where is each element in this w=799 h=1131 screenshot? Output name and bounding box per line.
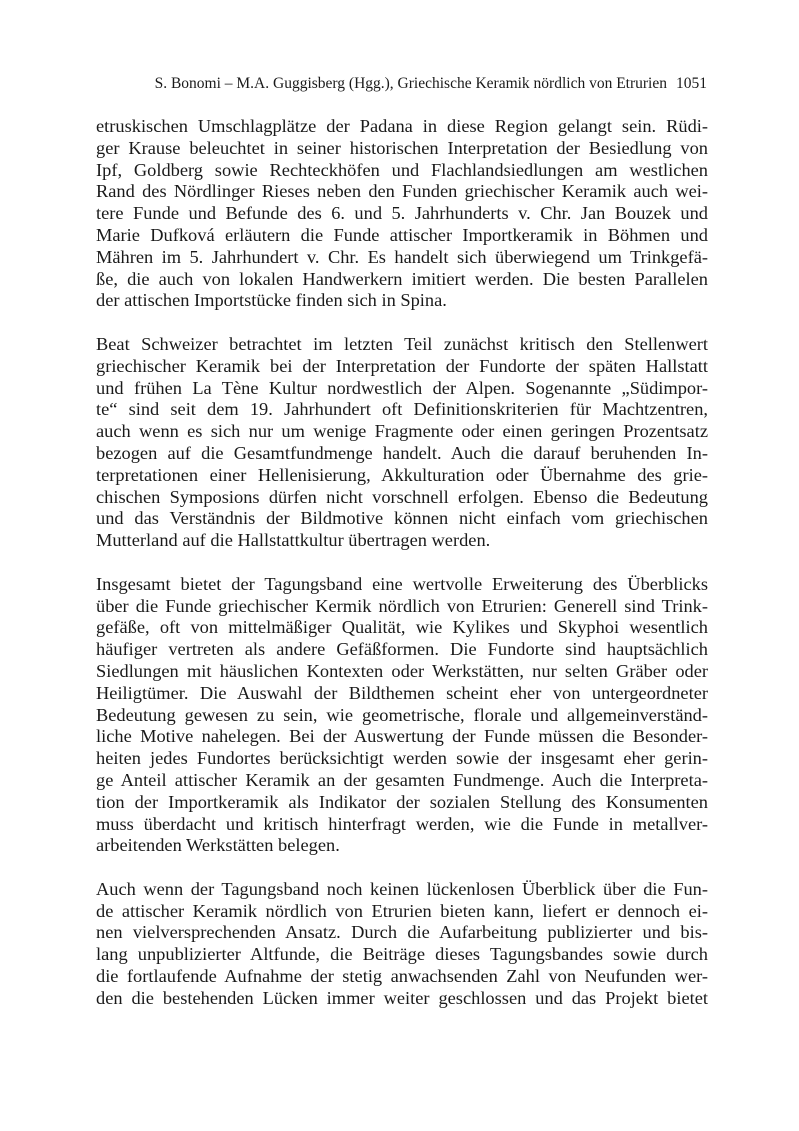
text-line: der attischen Importstücke finden sich in Spina. bbox=[96, 290, 447, 311]
text-line: Auch wenn der Tagungsband noch keinen lückenlosen Überblick über die Fun- bbox=[96, 878, 708, 899]
text-line: ger Krause beleuchtet in seiner historischen Interpretation der Besiedlung von bbox=[96, 137, 708, 158]
text-line: Ipf, Goldberg sowie Rechteckhöfen und Flachlandsiedlungen am westlichen bbox=[96, 159, 708, 180]
text-line: Marie Dufková erläutern die Funde attischer Importkeramik in Böhmen und bbox=[96, 224, 708, 245]
paragraph bbox=[96, 574, 708, 857]
text-line: über die Funde griechischer Kermik nördlich von Etrurien: Generell sind Trink- bbox=[96, 595, 708, 616]
text-line: tere Funde und Befunde des 6. und 5. Jahrhunderts v. Chr. Jan Bouzek und bbox=[96, 203, 708, 224]
text-line: ge Anteil attischer Keramik an der gesamten Fundmenge. Auch die Interpreta- bbox=[96, 769, 708, 790]
paragraph bbox=[96, 879, 708, 1010]
text-line: nen vielversprechenden Ansatz. Durch die Aufarbeitung publizierter und bis- bbox=[96, 922, 708, 943]
text-line: gefäße, oft von mittelmäßiger Qualität, wie Kylikes und Skyphoi wesentlich bbox=[96, 617, 708, 638]
text-line: Beat Schweizer betrachtet im letzten Teil zunächst kritisch den Stellenwert bbox=[96, 333, 708, 354]
text-line: griechischer Keramik bei der Interpretation der Fundorte der späten Hallstatt bbox=[96, 355, 708, 376]
text-line: auch wenn es sich nur um wenige Fragmente oder einen geringen Prozentsatz bbox=[96, 421, 708, 442]
text-line: te“ sind seit dem 19. Jahrhundert oft Definitionskriterien für Machtzentren, bbox=[96, 399, 708, 420]
running-title: S. Bonomi – M.A. Guggisberg (Hgg.), Griechische Keramik nördlich von Etrurien bbox=[154, 75, 667, 92]
text-line: Mutterland auf die Hallstattkultur übertragen werden. bbox=[96, 530, 491, 551]
text-line: die fortlaufende Aufnahme der stetig anwachsenden Zahl von Neufunden wer- bbox=[96, 966, 708, 987]
paragraph-gap bbox=[96, 552, 708, 574]
text-line: chischen Symposions dürfen nicht vorschnell erfolgen. Ebenso die Bedeutung bbox=[96, 486, 708, 507]
text-line: Heiligtümer. Die Auswahl der Bildthemen scheint eher von untergeordneter bbox=[96, 682, 708, 703]
paragraph-gap bbox=[96, 312, 708, 334]
text-line: ße, die auch von lokalen Handwerkern imitiert werden. Die besten Parallelen bbox=[96, 268, 708, 289]
paragraph-gap bbox=[96, 857, 708, 879]
paragraph bbox=[96, 116, 708, 312]
text-line: den die bestehenden Lücken immer weiter geschlossen und das Projekt bietet bbox=[96, 987, 708, 1008]
text-line: Mähren im 5. Jahrhundert v. Chr. Es handelt sich überwiegend um Trinkgefä- bbox=[96, 246, 708, 267]
text-line: Siedlungen mit häuslichen Kontexten oder Werkstätten, nur selten Gräber oder bbox=[96, 660, 708, 681]
text-line: liche Motive nahelegen. Bei der Auswertung der Funde müssen die Besonder- bbox=[96, 726, 708, 747]
page-number: 1051 bbox=[676, 75, 707, 92]
text-line: etruskischen Umschlagplätze der Padana in diese Region gelangt sein. Rüdi- bbox=[96, 116, 708, 136]
text-line: häufiger vertreten als andere Gefäßformen. Die Fundorte sind hauptsächlich bbox=[96, 639, 708, 660]
text-line: und frühen La Tène Kultur nordwestlich der Alpen. Sogenannte „Südimpor- bbox=[96, 377, 708, 398]
text-line: arbeitenden Werkstätten belegen. bbox=[96, 835, 340, 856]
text-line: de attischer Keramik nördlich von Etrurien bieten kann, liefert er dennoch ei- bbox=[96, 900, 708, 921]
text-line: heiten jedes Fundortes berücksichtigt werden sowie der insgesamt eher gerin- bbox=[96, 748, 708, 769]
text-line: Bedeutung gewesen zu sein, wie geometrische, florale und allgemeinverständ- bbox=[96, 704, 708, 725]
text-line: tion der Importkeramik als Indikator der sozialen Stellung des Konsumenten bbox=[96, 791, 708, 812]
running-header bbox=[155, 74, 707, 94]
text-line: Rand des Nördlinger Rieses neben den Funden griechischer Keramik auch wei- bbox=[96, 181, 708, 202]
body-text bbox=[96, 116, 708, 1010]
text-line: terpretationen einer Hellenisierung, Akkulturation oder Übernahme des grie- bbox=[96, 464, 708, 485]
text-line: bezogen auf die Gesamtfundmenge handelt. Auch die darauf beruhenden In- bbox=[96, 442, 708, 463]
text-line: lang unpublizierter Altfunde, die Beiträge dieses Tagungsbandes sowie durch bbox=[96, 944, 708, 965]
text-line: muss überdacht und kritisch hinterfragt werden, wie die Funde in metallver- bbox=[96, 813, 708, 834]
paragraph bbox=[96, 334, 708, 552]
text-line: Insgesamt bietet der Tagungsband eine wertvolle Erweiterung des Überblicks bbox=[96, 573, 708, 594]
text-line: und das Verständnis der Bildmotive können nicht einfach vom griechischen bbox=[96, 508, 708, 529]
